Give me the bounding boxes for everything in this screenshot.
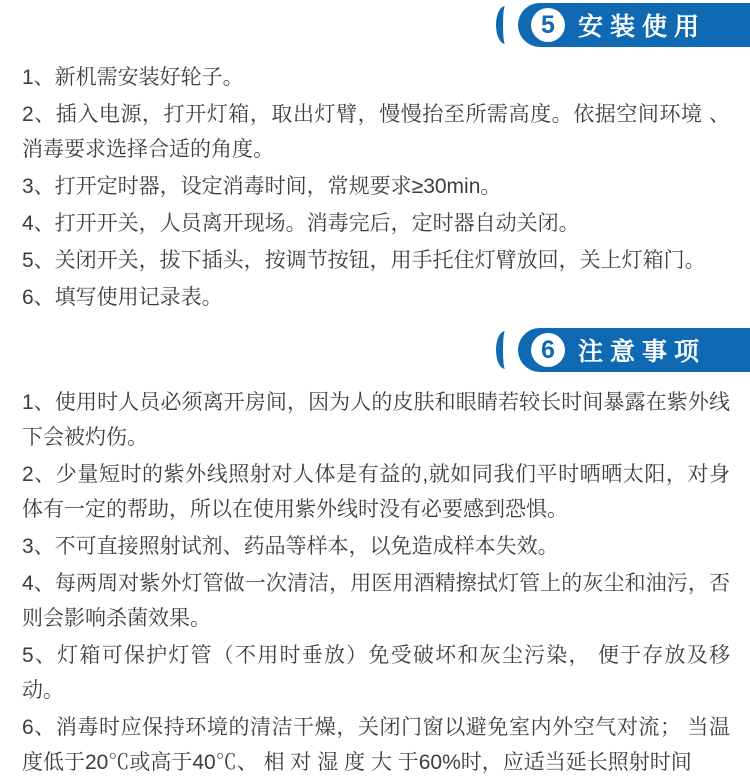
instruction-item: 1、新机需安装好轮子。 xyxy=(22,66,244,89)
section-installation-header xyxy=(0,3,750,47)
section-precautions xyxy=(0,328,750,780)
section-precautions-banner xyxy=(518,328,750,372)
crescent-decoration xyxy=(496,331,514,369)
manual-page xyxy=(0,3,750,780)
instruction-item: 3、打开定时器，设定消毒时间，常规要求≥30min。 xyxy=(22,175,502,198)
precaution-item: 3、不可直接照射试剂、药品等样本，以免造成样本失效。 xyxy=(22,535,559,558)
section-installation-content xyxy=(0,47,750,315)
section-number-badge: 5 xyxy=(531,8,565,42)
precaution-item: 2、少量短时的紫外线照射对人体是有益的,就如同我们平时晒晒太阳，对身体有一定的帮助，所以在使用紫外线时没有必要感到恐惧。 xyxy=(22,463,730,521)
precaution-item: 6、消毒时应保持环境的清洁干燥，关闭门窗以避免室内外空气对流； 当温度低于20℃或高于40℃、 相 对 湿 度 大 于60%时，应适当延长照射时间 xyxy=(22,716,730,774)
precaution-item: 4、每两周对紫外灯管做一次清洁，用医用酒精擦拭灯管上的灰尘和油污，否则会影响杀菌效果。 xyxy=(22,572,730,630)
section-installation xyxy=(0,3,750,315)
section-number-badge: 6 xyxy=(531,333,565,367)
section-installation-banner xyxy=(518,3,750,47)
instruction-item: 4、打开开关，人员离开现场。消毒完后，定时器自动关闭。 xyxy=(22,212,580,235)
section-precautions-content xyxy=(0,372,750,780)
section-precautions-header xyxy=(0,328,750,372)
instruction-item: 5、关闭开关，拔下插头，按调节按钮，用手托住灯臂放回，关上灯箱门。 xyxy=(22,249,706,272)
precaution-item: 1、使用时人员必须离开房间，因为人的皮肤和眼睛若较长时间暴露在紫外线下会被灼伤。 xyxy=(22,391,730,449)
section-title: 安装使用 xyxy=(578,13,707,41)
instruction-item: 2、插入电源，打开灯箱，取出灯臂，慢慢抬至所需高度。依据空间环境 、 消毒要求选择合适的角度。 xyxy=(22,103,730,161)
instruction-item: 6、填写使用记录表。 xyxy=(22,286,223,309)
crescent-decoration xyxy=(496,6,514,44)
section-title: 注意事项 xyxy=(578,338,707,366)
precaution-item: 5、灯箱可保护灯管（不用时垂放）免受破坏和灰尘污染， 便于存放及移动。 xyxy=(22,644,730,702)
